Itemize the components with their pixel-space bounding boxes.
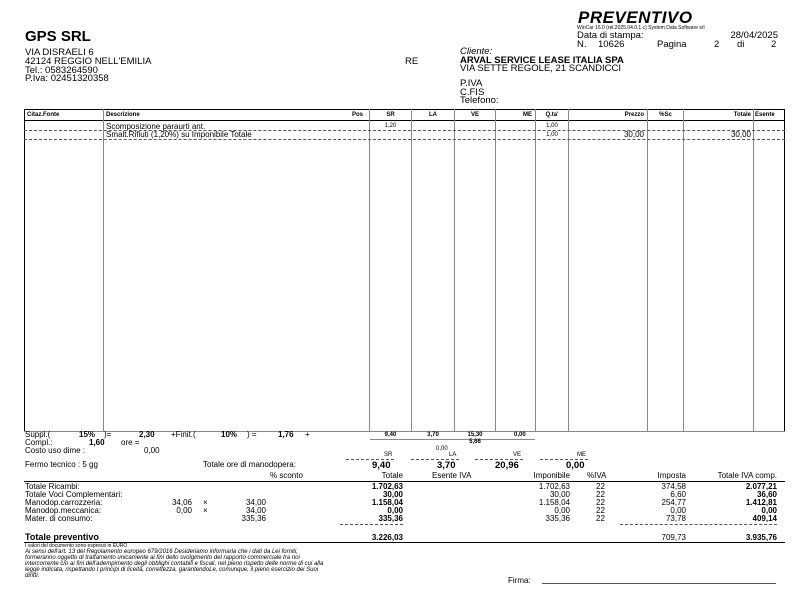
tot-sr: 9,40 bbox=[372, 460, 391, 471]
total-label: Totale preventivo bbox=[25, 532, 99, 542]
total-comp: 3.935,76 bbox=[745, 533, 777, 542]
suppl-val: 2,30 bbox=[139, 430, 155, 439]
sum-row-imposta: 0,00 bbox=[670, 506, 686, 515]
finit-eq: ) = bbox=[247, 430, 257, 439]
signature-label: Firma: bbox=[508, 576, 531, 585]
privacy-line: diritti. bbox=[25, 573, 40, 579]
client-name: ARVAL SERVICE LEASE ITALIA SPA bbox=[460, 55, 624, 66]
sum-h-imposta: Imposta bbox=[657, 471, 686, 480]
sum-row-imponibile: 30,00 bbox=[549, 490, 570, 499]
sum-row-imponibile: 335,36 bbox=[545, 514, 570, 523]
sum-row-label: Totale Voci Complementari: bbox=[25, 490, 123, 499]
sum-row-label: Mater. di consumo: bbox=[25, 514, 93, 523]
date-value: 28/04/2025 bbox=[730, 30, 778, 41]
sum-row-imponibile: 1.702,63 bbox=[538, 482, 570, 491]
costo-val: 0,00 bbox=[144, 446, 160, 455]
number-label: N. bbox=[577, 39, 587, 50]
sum-row-imponibile: 0,00 bbox=[554, 506, 570, 515]
th-sr: SR bbox=[386, 112, 395, 118]
software-info: WinCar 16.0 (rel.2025.04.0.1.c) System Data Software srl bbox=[577, 25, 705, 31]
tot-la: 3,70 bbox=[437, 460, 456, 471]
ve-extra: 5,66 bbox=[469, 439, 481, 445]
sum-row-iva: 22 bbox=[596, 506, 605, 515]
privacy-line: intercorrente c/o ai fini dell'adempimento degli obblighi contabili e fiscali, nel pieno rispetto delle norme di cui alla bbox=[25, 561, 324, 567]
sum-row-c: 34,00 bbox=[245, 498, 266, 507]
th-citaz: Citaz.Fonte bbox=[27, 112, 60, 118]
privacy-line: formeranno oggetto di trattamento unicamente ai fini dello svolgimento del rapporto commerciale tra noi bbox=[25, 555, 300, 561]
sum-h-iva: %IVA bbox=[587, 471, 607, 480]
col-me: 0,00 bbox=[514, 432, 526, 438]
euro-note: I valori del documento sono espressi in EURO bbox=[25, 543, 128, 549]
sum-h-esente: Esente IVA bbox=[432, 471, 472, 480]
finit-plus: + bbox=[305, 430, 310, 439]
sum-row-imposta: 254,77 bbox=[661, 498, 686, 507]
sum-row-totale: 335,36 bbox=[378, 514, 403, 523]
row-desc: Smalt.Rifiuti (1,20%) su Imponibile Totale bbox=[106, 130, 252, 139]
total-imposta: 709,73 bbox=[661, 533, 686, 542]
costo-label: Costo uso dime : bbox=[25, 446, 86, 455]
sum-row-imponibile: 1.158,04 bbox=[538, 498, 570, 507]
client-cfis: C.FIS bbox=[460, 87, 485, 98]
client-address: VIA SETTE REGOLE, 21 SCANDICCI bbox=[460, 63, 622, 74]
sum-row-iva: 22 bbox=[596, 498, 605, 507]
finit-val: 1,76 bbox=[278, 430, 294, 439]
h-la: LA bbox=[449, 452, 457, 458]
privacy-line: Ai sensi dell'art. 13 del Regolamento europeo 679/2016 Desideriamo informarla che i dati da Lei forniti, bbox=[25, 549, 298, 555]
signature-line[interactable] bbox=[542, 583, 776, 584]
row-prezzo: 30,00 bbox=[623, 130, 644, 139]
tot-ore-label: Totale ore di manodopera: bbox=[203, 460, 296, 469]
sum-row-b: × bbox=[203, 506, 208, 515]
compl-ore: ore = bbox=[121, 438, 140, 447]
suppl-label: Suppl.( bbox=[25, 430, 51, 439]
sum-h-totcomp: Totale IVA comp. bbox=[717, 471, 777, 480]
sum-row-c: 34,00 bbox=[245, 506, 266, 515]
sum-row-a: 34,06 bbox=[171, 498, 192, 507]
page-of: di bbox=[737, 39, 745, 50]
h-ve: VE bbox=[513, 452, 522, 458]
sum-h-totale: Totale bbox=[381, 471, 403, 480]
company-tel: Tel.: 0583264590 bbox=[25, 65, 98, 76]
row-sr: 1,20 bbox=[384, 123, 397, 129]
col-sr: 9,40 bbox=[384, 432, 397, 438]
sum-row-totcomp: 409,14 bbox=[752, 514, 777, 523]
company-name: GPS SRL bbox=[25, 28, 91, 45]
sum-row-iva: 22 bbox=[596, 482, 605, 491]
compl-label: Compl.: bbox=[25, 438, 53, 447]
h-sr: SR bbox=[384, 452, 393, 458]
compl-val: 1,60 bbox=[89, 438, 105, 447]
company-piva: P.Iva: 02451320358 bbox=[25, 73, 109, 84]
sum-row-b: × bbox=[203, 498, 208, 507]
sum-row-totcomp: 1.412,81 bbox=[745, 498, 777, 507]
th-ve: VE bbox=[470, 112, 479, 118]
row-qta: 1,00 bbox=[546, 123, 558, 129]
th-la: LA bbox=[429, 112, 437, 118]
suppl-pct: 15% bbox=[79, 430, 96, 439]
suppl-eq: )= bbox=[104, 430, 112, 439]
finit-pct: 10% bbox=[221, 430, 238, 439]
la-extra: 0,00 bbox=[436, 446, 448, 452]
sum-row-totcomp: 0,00 bbox=[761, 506, 777, 515]
col-ve: 15,30 bbox=[467, 432, 483, 438]
page-label: Pagina bbox=[657, 39, 687, 50]
company-address: VIA DISRAELI 6 bbox=[25, 47, 94, 58]
sum-row-label: Manodop.carrozzeria: bbox=[25, 498, 103, 507]
doc-title: PREVENTIVO bbox=[578, 8, 693, 27]
sum-row-imposta: 374,58 bbox=[661, 482, 686, 491]
fermo-label: Fermo tecnico : 5 gg bbox=[25, 460, 98, 469]
sum-row-iva: 22 bbox=[596, 490, 605, 499]
th-me: ME bbox=[523, 112, 532, 118]
h-me: ME bbox=[577, 452, 586, 458]
sum-h-imponibile: Imponibile bbox=[533, 471, 570, 480]
sum-row-label: Totale Ricambi: bbox=[25, 482, 80, 491]
sum-row-totale: 30,00 bbox=[382, 490, 403, 499]
col-la: 3,70 bbox=[427, 432, 439, 438]
date-label: Data di stampa: bbox=[577, 30, 644, 41]
total-value: 3.226,03 bbox=[371, 533, 403, 542]
th-sc: %Sc bbox=[659, 112, 672, 118]
client-tel: Telefono: bbox=[460, 95, 499, 106]
sum-row-iva: 22 bbox=[596, 514, 605, 523]
th-desc: Descrizione bbox=[106, 112, 140, 118]
sum-row-imposta: 6,60 bbox=[670, 490, 686, 499]
sum-row-label: Manodop.meccanica: bbox=[25, 506, 102, 515]
privacy-line: legge indicata, rispettando I principi di liceità, correttezza, garantendoLe, comunque, il pieno esercizio dei Suoi bbox=[25, 567, 319, 573]
th-pos: Pos bbox=[352, 112, 364, 118]
client-piva: P.IVA bbox=[460, 78, 483, 89]
th-esente: Esente bbox=[755, 112, 775, 118]
sum-row-totcomp: 36,60 bbox=[756, 490, 777, 499]
number-value: 10626 bbox=[598, 39, 625, 50]
row-qta: 1,00 bbox=[546, 132, 558, 138]
sum-row-totale: 0,00 bbox=[387, 506, 403, 515]
sum-row-totcomp: 2.077,21 bbox=[745, 482, 777, 491]
tot-ve: 20,96 bbox=[495, 460, 519, 471]
sum-row-imposta: 73,78 bbox=[665, 514, 686, 523]
sum-row-c: 335,36 bbox=[241, 514, 266, 523]
company-city: 42124 REGGIO NELL'EMILIA bbox=[25, 56, 152, 67]
row-desc: Scomposizione paraurti ant. bbox=[106, 122, 206, 131]
company-province: RE bbox=[405, 56, 419, 67]
th-qta: Q.ta' bbox=[545, 112, 559, 118]
finit-label: +Finit.( bbox=[171, 430, 196, 439]
row-totale: 30,00 bbox=[730, 130, 751, 139]
sum-row-totale: 1.158,04 bbox=[371, 498, 403, 507]
page-total: 2 bbox=[771, 39, 777, 50]
sum-row-totale: 1.702,63 bbox=[371, 482, 403, 491]
client-label: Cliente: bbox=[460, 46, 493, 57]
sum-row-a: 0,00 bbox=[176, 506, 192, 515]
th-prezzo: Prezzo bbox=[624, 112, 644, 118]
th-totale: Totale bbox=[733, 112, 751, 118]
tot-me: 0,00 bbox=[566, 460, 585, 471]
page-value: 2 bbox=[714, 39, 720, 50]
sum-h-sconto: % sconto bbox=[270, 471, 303, 480]
